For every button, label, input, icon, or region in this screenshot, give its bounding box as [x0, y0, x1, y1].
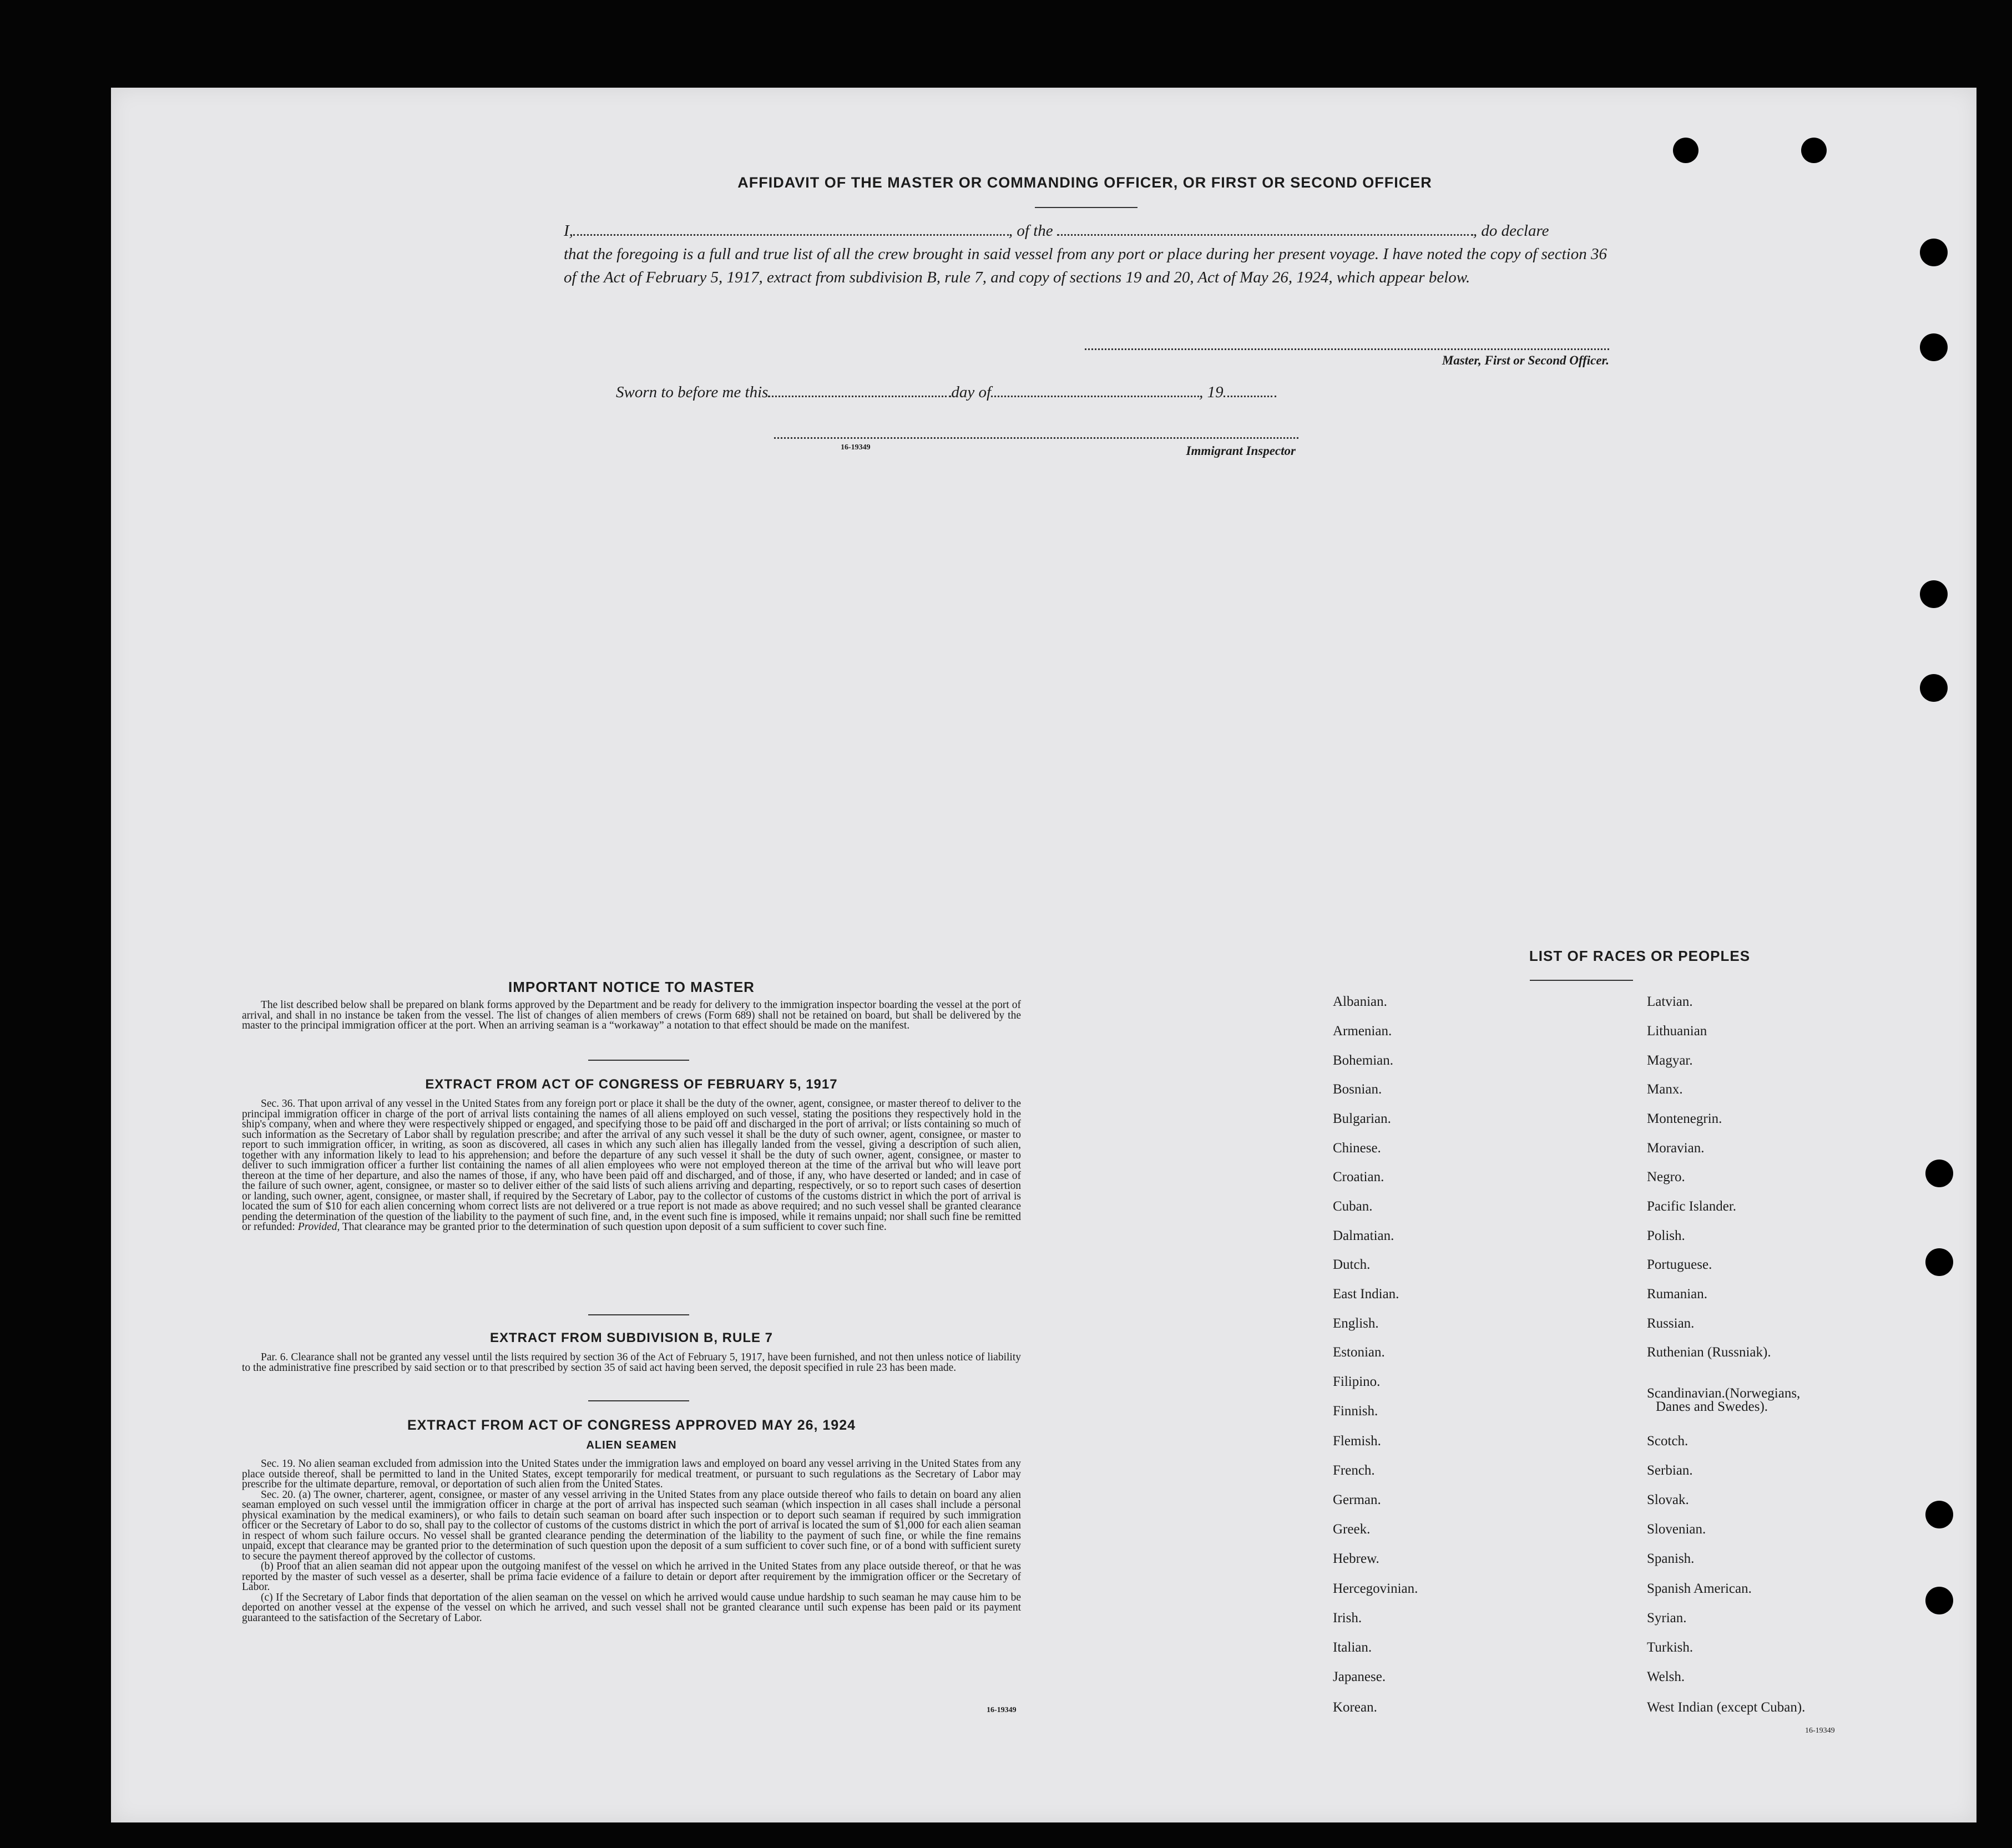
affidavit-body-text: that the foregoing is a full and true list of all the crew brought in said vessel from any port or place during her present voyage. I have noted the copy of section 36 of the Act of February 5, 1917, extract from subdivision B, rule 7, and copy of sections 19 and 20, Act of May 26, 1924, which appear below. [564, 245, 1607, 286]
extract-1917-title: EXTRACT FROM ACT OF CONGRESS OF FEBRUARY 5, 1917 [425, 1077, 838, 1092]
race-item: West Indian (except Cuban). [1647, 1700, 1806, 1715]
sworn-prefix: Sworn to before me this [616, 383, 769, 401]
vessel-blank[interactable] [1057, 221, 1473, 236]
punch-hole [1801, 138, 1827, 163]
race-item: Greek. [1333, 1522, 1371, 1537]
sworn-month-blank[interactable] [991, 382, 1199, 397]
sworn-year: , 19 [1199, 383, 1224, 401]
punch-hole [1920, 239, 1948, 266]
race-item: Croatian. [1333, 1169, 1384, 1184]
sworn-day-blank[interactable] [768, 382, 951, 397]
notice-text: The list described below shall be prepared on blank forms approved by the Department and be ready for delivery to the immigration inspector boarding the vessel at the port of arrival, and shall in no instance be taken from the vessel. The list of changes of alien members of crews (Form 689) shall not be retained on board, but shall be delivered by the master to the principal immigration officer at the port. When an arriving seaman is a “workaway” a notation to that effect should be made on the manifest. [242, 999, 1021, 1031]
race-item: Rumanian. [1647, 1287, 1708, 1302]
race-item: Bulgarian. [1333, 1111, 1391, 1126]
affidavit-text [564, 219, 1607, 289]
inspector-label: Immigrant Inspector [1186, 444, 1296, 458]
race-item: Chinese. [1333, 1141, 1381, 1156]
extract-1917-block [242, 1099, 1021, 1233]
race-item: Slovak. [1647, 1492, 1689, 1507]
divider [1530, 980, 1633, 981]
affidavit-of-the: , of the [1008, 222, 1053, 240]
race-item: Filipino. [1333, 1374, 1381, 1389]
races-form-number: 16-19349 [1805, 1727, 1835, 1735]
race-item: Korean. [1333, 1700, 1377, 1715]
punch-hole [1920, 333, 1948, 361]
punch-hole [1925, 1248, 1953, 1276]
race-item: Cuban. [1333, 1199, 1373, 1214]
provided-word: Provided, [297, 1221, 340, 1233]
extract-rule7-text: Par. 6. Clearance shall not be granted any vessel until the lists required by section 36 of the Act of February 5, 1917, have been furnished, and not then unless notice of liability to the administrative fine prescribed by said section or to that prescribed by section 35 of said act having been served, the deposit specified in rule 23 has been made. [242, 1351, 1021, 1374]
punch-hole [1920, 580, 1948, 608]
race-item: English. [1333, 1316, 1379, 1331]
race-item: Ruthenian (Russniak). [1647, 1345, 1771, 1360]
race-item: Slovenian. [1647, 1522, 1706, 1537]
affidavit-title: AFFIDAVIT OF THE MASTER OR COMMANDING OFFICER, OR FIRST OR SECOND OFFICER [737, 174, 1432, 191]
name-blank[interactable] [573, 221, 1009, 236]
race-item: Portuguese. [1647, 1257, 1712, 1272]
race-item: Armenian. [1333, 1024, 1392, 1039]
race-item: Scandinavian.(Norwegians, [1647, 1386, 1801, 1401]
race-item: Turkish. [1647, 1640, 1693, 1655]
race-item: Lithuanian [1647, 1024, 1707, 1039]
notice-title: IMPORTANT NOTICE TO MASTER [508, 979, 755, 995]
race-item: Negro. [1647, 1169, 1685, 1184]
race-item: Polish. [1647, 1228, 1685, 1243]
race-item: Flemish. [1333, 1434, 1381, 1449]
race-item: Danes and Swedes). [1656, 1399, 1768, 1414]
extract-1917-text: Sec. 36. That upon arrival of any vessel in the United States from any foreign port or place it shall be the duty of the owner, agent, consignee, or master thereof to deliver to the principal immigration officer in charge of the port of arrival lists containing the names of all aliens employed on such vessel, stating the positions they respectively hold in the ship's company, when and where they were respectively shipped or engaged, and specifying those to be paid off and discharged in the port of arrival; or lists containing so much of such information as the Secretary of Labor shall by regulation prescribe; and after the arrival of any such vessel it shall be the duty of such owner, agent, consignee, or master to report to such immigration officer, in writing, as soon as discovered, all cases in which any such alien has illegally landed from the vessel, giving a description of such alien, together with any information likely to lead to his apprehension; and before the departure of any such vessel it shall be the duty of such owner, agent, consignee, or master to deliver to such immigration officer a further list containing the names of all alien employees who were not employed thereon at the time of the arrival but who will leave port thereon at the time of her departure, and also the names of those, if any, who have been paid off and discharged, and of those, if any, who have deserted or landed; and in case of the failure of such owner, agent, consignee, or master so to deliver either of the said lists of such aliens arriving and departing, respectively, or so to report such cases of desertion or landing, such owner, agent, consignee, or master shall, if required by the Secretary of Labor, pay to the collector of customs of the customs district in which the port of arrival is located the sum of $10 for each alien concerning whom correct lists are not delivered or a true report is not made as above required; and no such vessel shall be granted clearance pending the determination of the question of the liability to the payment of such fine, and, in the event such fine is imposed, while it remains unpaid; nor shall such fine be remitted or refunded: [242, 1098, 1021, 1233]
divider [588, 1400, 689, 1401]
race-item: Syrian. [1647, 1611, 1687, 1626]
punch-hole [1673, 138, 1698, 163]
divider [588, 1314, 689, 1315]
race-item: Manx. [1647, 1082, 1683, 1097]
punch-hole [1920, 674, 1948, 702]
punch-hole [1925, 1587, 1953, 1614]
sworn-year-blank[interactable] [1224, 382, 1276, 397]
extract-1924-title: EXTRACT FROM ACT OF CONGRESS APPROVED MAY 26, 1924 [407, 1417, 856, 1433]
race-item: Magyar. [1647, 1053, 1693, 1068]
race-item: Moravian. [1647, 1141, 1705, 1156]
notice-text-block [242, 1000, 1021, 1031]
punch-hole [1925, 1501, 1953, 1528]
sec20a-text: Sec. 20. (a) The owner, charterer, agent, consignee, or master of any vessel arriving in the United States from any place outside thereof who fails to detain on board any alien seaman employed on such vessel until the immigration officer in charge at the port of arrival has inspected such seaman (which inspection in all cases shall include a personal physical examination by the medical examiners), or who fails to detain such seaman on board after such inspection or to deport such seaman if required by such immigration officer or the Secretary of Labor to do so, shall pay to the collector of customs of the customs district in which the port of arrival is located the sum of $1,000 for each alien seaman in respect of whom such failure occurs. No vessel shall be granted clearance pending the determination of the liability to the payment of such fine, or while the fine remains unpaid, except that clearance may be granted prior to the determination of such question upon the deposit of a sum sufficient to cover such fine, or of a bond with sufficient surety to secure the payment thereof approved by the collector of customs. [242, 1488, 1021, 1562]
affidavit-declare: , do declare [1473, 222, 1549, 240]
affidavit-i: I, [564, 222, 573, 240]
race-item: Albanian. [1333, 994, 1387, 1009]
race-item: Estonian. [1333, 1345, 1385, 1360]
sec19-text: Sec. 19. No alien seaman excluded from admission into the United States under the immigration laws and employed on board any vessel arriving in the United States from any place outside thereof, shall be permitted to land in the United States, except temporarily for medical treatment, or pursuant to such regulations as the Secretary of Labor may prescribe for the ultimate departure, removal, or deportation of such alien from the United States. [242, 1458, 1021, 1490]
race-item: French. [1333, 1463, 1375, 1478]
extract-1924-block [242, 1459, 1021, 1623]
sworn-line [616, 381, 1276, 404]
races-title: LIST OF RACES OR PEOPLES [1529, 948, 1751, 964]
race-item: Serbian. [1647, 1463, 1693, 1478]
race-item: East Indian. [1333, 1287, 1399, 1302]
race-item: Latvian. [1647, 994, 1693, 1009]
race-item: Irish. [1333, 1611, 1362, 1626]
affidavit-form-number: 16-19349 [841, 443, 871, 452]
race-item: Hebrew. [1333, 1551, 1379, 1566]
race-item: Spanish American. [1647, 1581, 1752, 1596]
race-item: Bosnian. [1333, 1082, 1382, 1097]
title-rule [1035, 207, 1138, 208]
race-item: Dalmatian. [1333, 1228, 1394, 1243]
race-item: Japanese. [1333, 1669, 1386, 1684]
race-item: Pacific Islander. [1647, 1199, 1737, 1214]
extract-1917-paragraph [242, 1099, 1021, 1233]
divider [588, 1060, 689, 1061]
race-item: Spanish. [1647, 1551, 1695, 1566]
race-item: Hercegovinian. [1333, 1581, 1418, 1596]
race-item: Montenegrin. [1647, 1111, 1722, 1126]
sec20c-text: (c) If the Secretary of Labor finds that deportation of the alien seaman on the vessel on which he arrived would cause undue hardship to such seaman he may cause him to be deported on another vessel at the expense of the vessel on which he arrived, and such vessel shall not be granted clearance until such expense has been paid or its payment guaranteed to the satisfaction of the Secretary of Labor. [242, 1591, 1021, 1624]
signature-line[interactable] [1085, 348, 1609, 350]
signature-label: Master, First or Second Officer. [1442, 353, 1609, 367]
race-item: Welsh. [1647, 1669, 1685, 1684]
sec20b-text: (b) Proof that an alien seaman did not appear upon the outgoing manifest of the vessel on which he arrived in the United States from any place outside thereof, or that he was reported by the master of such vessel as a deserter, shall be prima facie evidence of a failure to detain or deport after requirement by the immigration officer or the Secretary of Labor. [242, 1561, 1021, 1593]
race-item: Bohemian. [1333, 1053, 1394, 1068]
alien-seamen-subtitle: ALIEN SEAMEN [586, 1439, 677, 1451]
extract-form-number: 16-19349 [987, 1706, 1017, 1714]
race-item: Scotch. [1647, 1434, 1689, 1449]
race-item: Italian. [1333, 1640, 1372, 1655]
extract-rule7-title: EXTRACT FROM SUBDIVISION B, RULE 7 [489, 1330, 774, 1345]
extract-1917-text-end: That clearance may be granted prior to the determination of such question upon deposit of a sum sufficient to cover such fine. [342, 1221, 887, 1233]
extract-rule7-block [242, 1353, 1021, 1373]
race-item: Finnish. [1333, 1404, 1378, 1419]
race-item: German. [1333, 1492, 1381, 1507]
race-item: Russian. [1647, 1316, 1695, 1331]
punch-hole [1925, 1160, 1953, 1187]
sworn-day-of: day of [951, 383, 992, 401]
inspector-signature-line[interactable] [774, 437, 1298, 439]
race-item: Dutch. [1333, 1257, 1371, 1272]
